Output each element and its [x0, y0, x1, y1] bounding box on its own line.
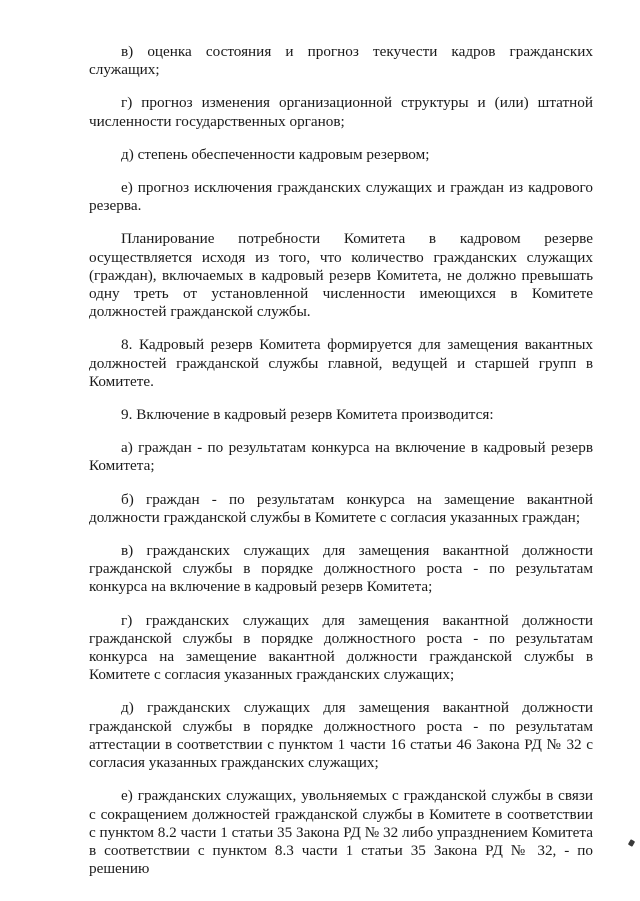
paragraph-9d: д) гражданских служащих для замещения вакантной должности гражданской службы в порядке должностного роста - по результатам аттестации в соответствии с пунктом 1 части 16 статьи 46 Закона РД № 32 с согласия указанных гражданских служащих; — [89, 699, 593, 772]
paragraph-item-9: 9. Включение в кадровый резерв Комитета производится: — [121, 406, 494, 424]
paragraph-9v: в) гражданских служащих для замещения вакантной должности гражданской службы в порядке должностного роста - по результатам конкурса на включение в кадровый резерв Комитета; — [89, 542, 593, 596]
paragraph-g-forecast-structure: г) прогноз изменения организационной структуры и (или) штатной численности государственных органов; — [89, 94, 593, 130]
scan-mark — [628, 839, 635, 847]
paragraph-d-reserve-provision: д) степень обеспеченности кадровым резервом; — [121, 145, 430, 163]
paragraph-9e: е) гражданских служащих, увольняемых с гражданской службы в связи с сокращением должностей гражданской службы в Комитете в соответствии с пунктом 8.2 части 1 статьи 35 Закона РД № 32 либо упразднением Комитета в соответствии с пунктом 8.3 части 1 статьи 35 Закона РД № 32, - по решению — [89, 787, 593, 878]
paragraph-9b: б) граждан - по результатам конкурса на замещение вакантной должности гражданской службы в Комитете с согласия указанных граждан; — [89, 490, 593, 526]
document-page — [89, 43, 593, 893]
paragraph-planning-needs: Планирование потребности Комитета в кадровом резерве осуществляется исходя из того, что количество гражданских служащих (граждан), включаемых в кадровый резерв Комитета, не должно превышать одну треть от установленной численности имеющихся в Комитете должностей гражданской службы. — [89, 230, 593, 321]
paragraph-9g: г) гражданских служащих для замещения вакантной должности гражданской службы в порядке должностного роста - по результатам конкурса на замещение вакантной должности гражданской службы в Комитете с согласия указанных гражданских служащих; — [89, 611, 593, 684]
paragraph-item-8: 8. Кадровый резерв Комитета формируется для замещения вакантных должностей гражданской службы главной, ведущей и старшей групп в Комитете. — [89, 336, 593, 390]
paragraph-e-exclusion-forecast: е) прогноз исключения гражданских служащих и граждан из кадрового резерва. — [89, 179, 593, 215]
paragraph-9a: а) граждан - по результатам конкурса на включение в кадровый резерв Комитета; — [89, 439, 593, 475]
paragraph-v-assessment: в) оценка состояния и прогноз текучести кадров гражданских служащих; — [89, 43, 593, 79]
